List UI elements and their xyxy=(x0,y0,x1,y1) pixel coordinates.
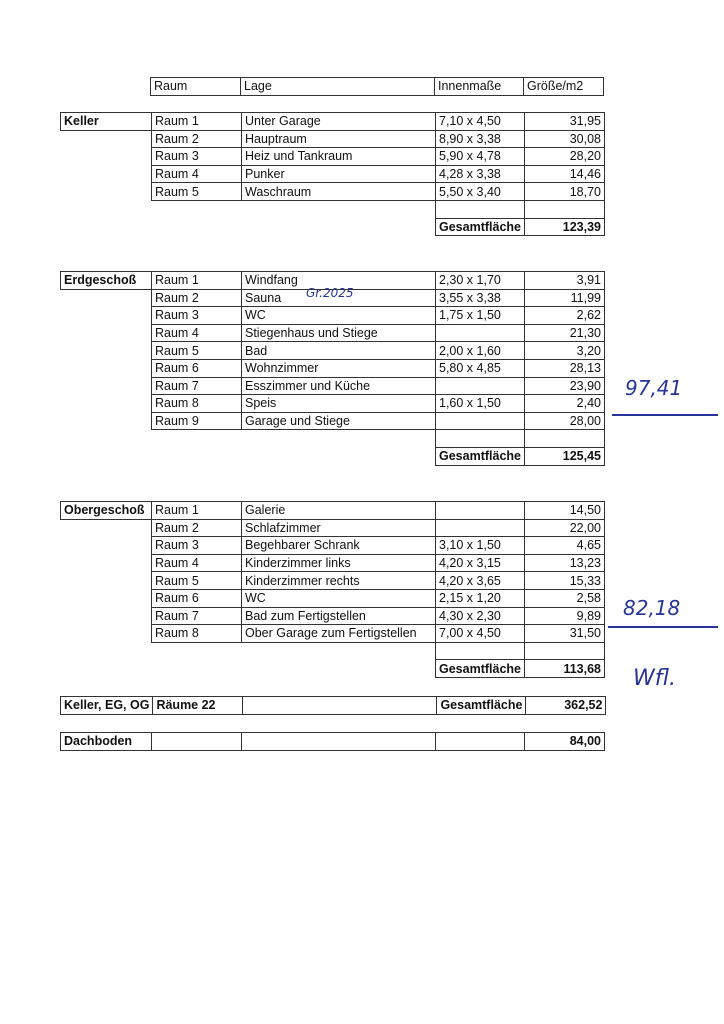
room-number: Raum 2 xyxy=(152,130,242,148)
erdgeschoss-table xyxy=(60,271,605,466)
obergeschoss-row xyxy=(61,537,605,555)
erdgeschoss-label: Erdgeschoß xyxy=(61,272,152,290)
room-area: 28,20 xyxy=(525,148,605,166)
room-dimensions: 7,10 x 4,50 xyxy=(436,113,525,131)
obergeschoss-spacer-row xyxy=(61,642,605,660)
erdgeschoss-row xyxy=(61,324,605,342)
room-number: Raum 3 xyxy=(152,537,242,555)
room-location: Heiz und Tankraum xyxy=(242,148,436,166)
room-area: 15,33 xyxy=(525,572,605,590)
handwritten-eg-underline xyxy=(612,414,718,416)
room-dimensions: 2,15 x 1,20 xyxy=(436,589,525,607)
room-area: 2,62 xyxy=(525,307,605,325)
obergeschoss-row xyxy=(61,519,605,537)
room-dimensions: 3,10 x 1,50 xyxy=(436,537,525,555)
room-location: Wohnzimmer xyxy=(242,359,436,377)
room-location: WC xyxy=(242,589,436,607)
obergeschoss-total-value: 113,68 xyxy=(525,660,605,678)
room-location: Unter Garage xyxy=(242,113,436,131)
room-number: Raum 8 xyxy=(152,625,242,643)
keller-row xyxy=(61,165,605,183)
room-dimensions: 4,30 x 2,30 xyxy=(436,607,525,625)
keller-spacer-row xyxy=(61,200,605,218)
room-number: Raum 4 xyxy=(152,554,242,572)
room-number: Raum 7 xyxy=(152,607,242,625)
obergeschoss-total-label: Gesamtfläche xyxy=(436,660,525,678)
header-table xyxy=(60,77,604,96)
room-area: 31,50 xyxy=(525,625,605,643)
summary-label: Keller, EG, OG xyxy=(61,697,153,715)
room-area: 2,40 xyxy=(525,395,605,413)
handwritten-eg-note: 97,41 xyxy=(625,376,683,400)
room-location: Schlafzimmer xyxy=(242,519,436,537)
room-location: Garage und Stiege xyxy=(242,412,436,430)
room-number: Raum 8 xyxy=(152,395,242,413)
dachboden-label: Dachboden xyxy=(61,733,152,751)
obergeschoss-table xyxy=(60,501,605,678)
handwritten-sauna-note: Gr.2025 xyxy=(306,286,354,300)
erdgeschoss-total-row xyxy=(61,447,605,465)
room-number: Raum 1 xyxy=(152,113,242,131)
keller-row xyxy=(61,183,605,201)
room-area: 9,89 xyxy=(525,607,605,625)
room-number: Raum 4 xyxy=(152,324,242,342)
room-dimensions xyxy=(436,519,525,537)
dachboden-table xyxy=(60,732,605,751)
room-number: Raum 5 xyxy=(152,342,242,360)
header-groesse: Größe/m2 xyxy=(524,78,604,96)
summary-total-value: 362,52 xyxy=(526,697,606,715)
erdgeschoss-row xyxy=(61,307,605,325)
erdgeschoss-row xyxy=(61,342,605,360)
room-location: Begehbarer Schrank xyxy=(242,537,436,555)
erdgeschoss-row xyxy=(61,377,605,395)
room-number: Raum 2 xyxy=(152,289,242,307)
header-raum: Raum xyxy=(151,78,241,96)
room-area: 31,95 xyxy=(525,113,605,131)
room-number: Raum 1 xyxy=(152,502,242,520)
room-area: 22,00 xyxy=(525,519,605,537)
room-location: Esszimmer und Küche xyxy=(242,377,436,395)
room-dimensions xyxy=(436,324,525,342)
room-area: 14,50 xyxy=(525,502,605,520)
room-dimensions: 4,28 x 3,38 xyxy=(436,165,525,183)
room-dimensions: 5,90 x 4,78 xyxy=(436,148,525,166)
room-area: 11,99 xyxy=(525,289,605,307)
dachboden-value: 84,00 xyxy=(525,733,605,751)
header-lage: Lage xyxy=(241,78,435,96)
room-location: Galerie xyxy=(242,502,436,520)
room-number: Raum 2 xyxy=(152,519,242,537)
room-dimensions: 4,20 x 3,65 xyxy=(436,572,525,590)
room-location: Kinderzimmer links xyxy=(242,554,436,572)
room-location: Bad xyxy=(242,342,436,360)
room-area: 23,90 xyxy=(525,377,605,395)
obergeschoss-row xyxy=(61,589,605,607)
room-dimensions: 1,60 x 1,50 xyxy=(436,395,525,413)
room-dimensions xyxy=(436,502,525,520)
room-number: Raum 3 xyxy=(152,307,242,325)
room-location: Sauna xyxy=(242,289,436,307)
room-number: Raum 6 xyxy=(152,359,242,377)
room-number: Raum 5 xyxy=(152,183,242,201)
room-number: Raum 3 xyxy=(152,148,242,166)
room-dimensions: 2,00 x 1,60 xyxy=(436,342,525,360)
erdgeschoss-total-value: 125,45 xyxy=(525,447,605,465)
room-dimensions: 5,80 x 4,85 xyxy=(436,359,525,377)
room-area: 3,20 xyxy=(525,342,605,360)
room-area: 18,70 xyxy=(525,183,605,201)
room-dimensions xyxy=(436,412,525,430)
room-location: Bad zum Fertigstellen xyxy=(242,607,436,625)
keller-row xyxy=(61,148,605,166)
room-area: 14,46 xyxy=(525,165,605,183)
room-dimensions: 5,50 x 3,40 xyxy=(436,183,525,201)
obergeschoss-row xyxy=(61,502,605,520)
handwritten-og-note: 82,18 xyxy=(623,596,681,620)
room-area: 3,91 xyxy=(525,272,605,290)
obergeschoss-row xyxy=(61,607,605,625)
keller-total-label: Gesamtfläche xyxy=(436,218,525,236)
erdgeschoss-row xyxy=(61,412,605,430)
room-number: Raum 4 xyxy=(152,165,242,183)
erdgeschoss-row xyxy=(61,359,605,377)
handwritten-wfl-note: Wfl. xyxy=(633,666,676,691)
room-dimensions: 4,20 x 3,15 xyxy=(436,554,525,572)
room-dimensions: 8,90 x 3,38 xyxy=(436,130,525,148)
dachboden-row xyxy=(61,733,605,751)
room-location: Punker xyxy=(242,165,436,183)
room-area: 30,08 xyxy=(525,130,605,148)
keller-label: Keller xyxy=(61,113,152,131)
summary-total-label: Gesamtfläche xyxy=(437,697,526,715)
room-location: Waschraum xyxy=(242,183,436,201)
obergeschoss-total-row xyxy=(61,660,605,678)
room-location: Stiegenhaus und Stiege xyxy=(242,324,436,342)
room-location: Kinderzimmer rechts xyxy=(242,572,436,590)
erdgeschoss-row xyxy=(61,395,605,413)
room-dimensions: 7,00 x 4,50 xyxy=(436,625,525,643)
room-area: 13,23 xyxy=(525,554,605,572)
room-number: Raum 9 xyxy=(152,412,242,430)
erdgeschoss-spacer-row xyxy=(61,430,605,448)
room-location: Ober Garage zum Fertigstellen xyxy=(242,625,436,643)
room-location: Speis xyxy=(242,395,436,413)
room-area: 4,65 xyxy=(525,537,605,555)
room-number: Raum 1 xyxy=(152,272,242,290)
room-dimensions: 3,55 x 3,38 xyxy=(436,289,525,307)
room-area: 28,13 xyxy=(525,359,605,377)
header-innenmasse: Innenmaße xyxy=(435,78,524,96)
summary-raeume: Räume 22 xyxy=(153,697,243,715)
room-dimensions: 2,30 x 1,70 xyxy=(436,272,525,290)
room-area: 2,58 xyxy=(525,589,605,607)
header-row xyxy=(60,78,604,96)
room-number: Raum 7 xyxy=(152,377,242,395)
summary-table xyxy=(60,696,606,715)
room-location: Hauptraum xyxy=(242,130,436,148)
keller-row xyxy=(61,130,605,148)
room-location: Windfang xyxy=(242,272,436,290)
room-dimensions: 1,75 x 1,50 xyxy=(436,307,525,325)
keller-table xyxy=(60,112,605,236)
obergeschoss-row xyxy=(61,625,605,643)
room-area: 28,00 xyxy=(525,412,605,430)
room-number: Raum 5 xyxy=(152,572,242,590)
handwritten-og-underline xyxy=(608,626,718,628)
summary-row xyxy=(61,697,606,715)
room-location: WC xyxy=(242,307,436,325)
keller-total-row xyxy=(61,218,605,236)
obergeschoss-label: Obergeschoß xyxy=(61,502,152,520)
keller-total-value: 123,39 xyxy=(525,218,605,236)
erdgeschoss-total-label: Gesamtfläche xyxy=(436,447,525,465)
obergeschoss-row xyxy=(61,572,605,590)
keller-row xyxy=(61,113,605,131)
obergeschoss-row xyxy=(61,554,605,572)
room-number: Raum 6 xyxy=(152,589,242,607)
room-dimensions xyxy=(436,377,525,395)
room-area: 21,30 xyxy=(525,324,605,342)
